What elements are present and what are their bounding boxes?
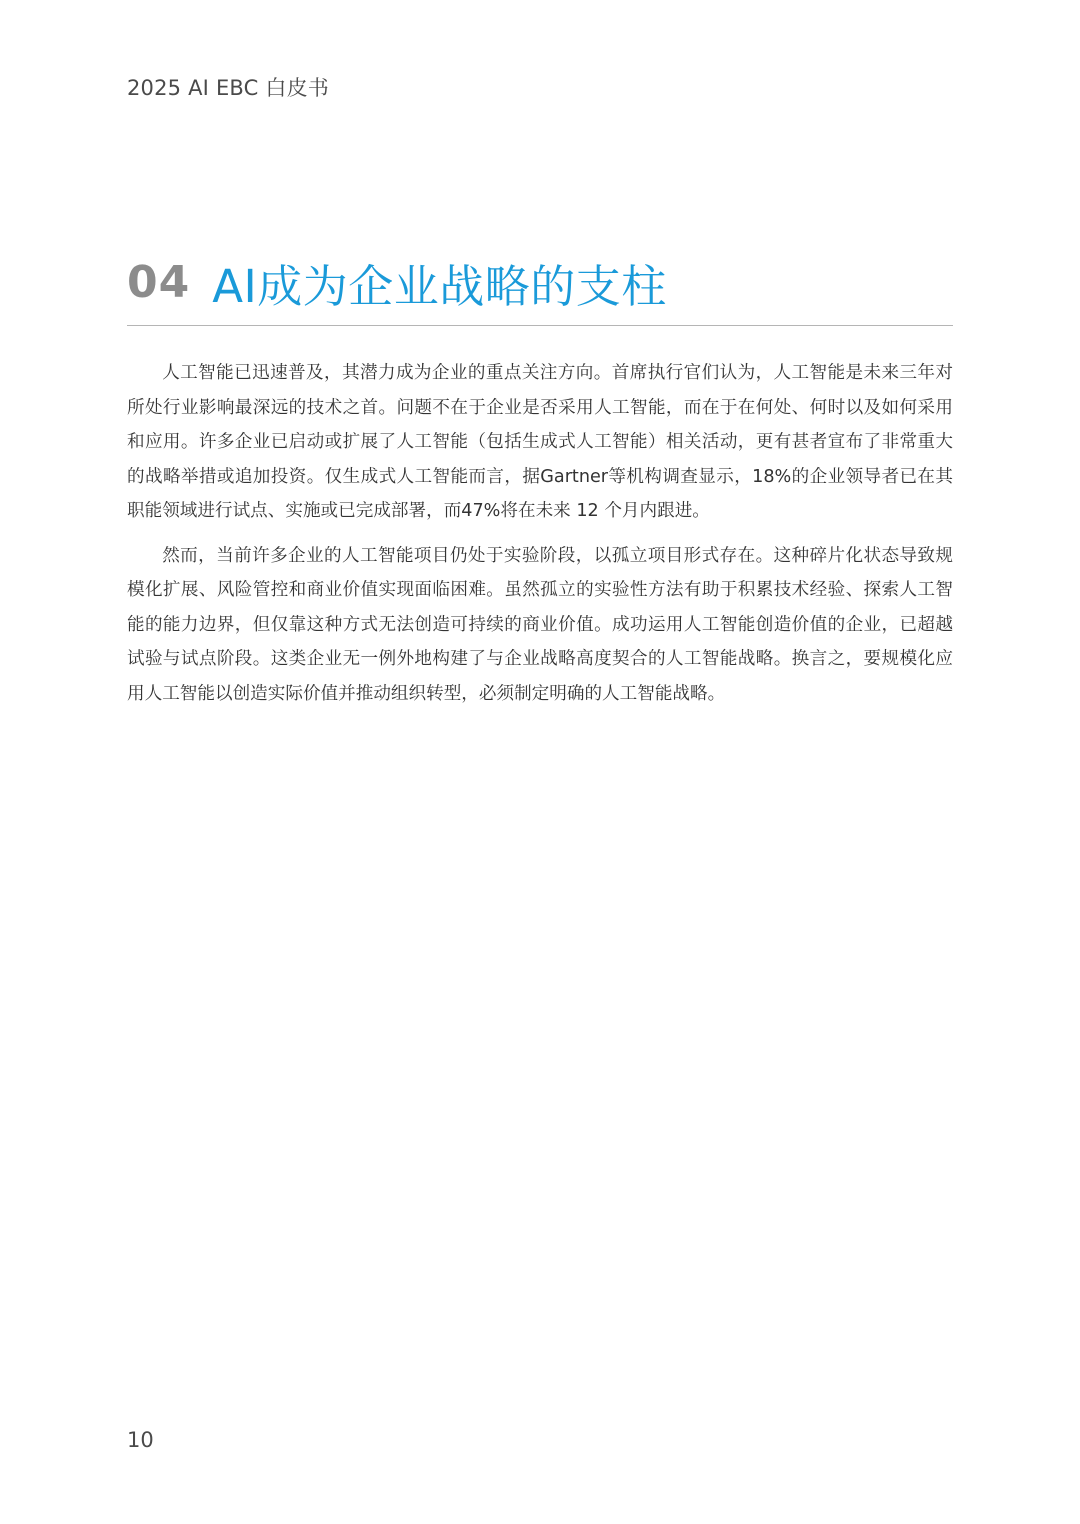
heading-divider: [127, 325, 953, 326]
body-text: [127, 356, 953, 721]
running-header: 2025 AI EBC 白皮书: [127, 76, 329, 100]
paragraph-2: 然而，当前许多企业的人工智能项目仍处于实验阶段，以孤立项目形式存在。这种碎片化状态导致规模化扩展、风险管控和商业价值实现面临困难。虽然孤立的实验性方法有助于积累技术经验、探索人工智能的能力边界，但仅靠这种方式无法创造可持续的商业价值。成功运用人工智能创造价值的企业，已超越试验与试点阶段。这类企业无一例外地构建了与企业战略高度契合的人工智能战略。换言之，要规模化应用人工智能以创造实际价值并推动组织转型，必须制定明确的人工智能战略。: [127, 545, 953, 704]
section-title: AI成为企业战略的支柱: [212, 259, 667, 313]
section-number: 04: [127, 256, 191, 308]
section-heading: [127, 252, 667, 312]
page-number: 10: [127, 1428, 154, 1452]
paragraph-1: 人工智能已迅速普及，其潜力成为企业的重点关注方向。首席执行官们认为，人工智能是未来三年对所处行业影响最深远的技术之首。问题不在于企业是否采用人工智能，而在于在何处、何时以及如何采用和应用。许多企业已启动或扩展了人工智能（包括生成式人工智能）相关活动，更有甚者宣布了非常重大的战略举措或追加投资。仅生成式人工智能而言，据Gartner等机构调查显示，18%的企业领导者已在其职能领域进行试点、实施或已完成部署，而47%将在未来 12 个月内跟进。: [127, 363, 953, 521]
